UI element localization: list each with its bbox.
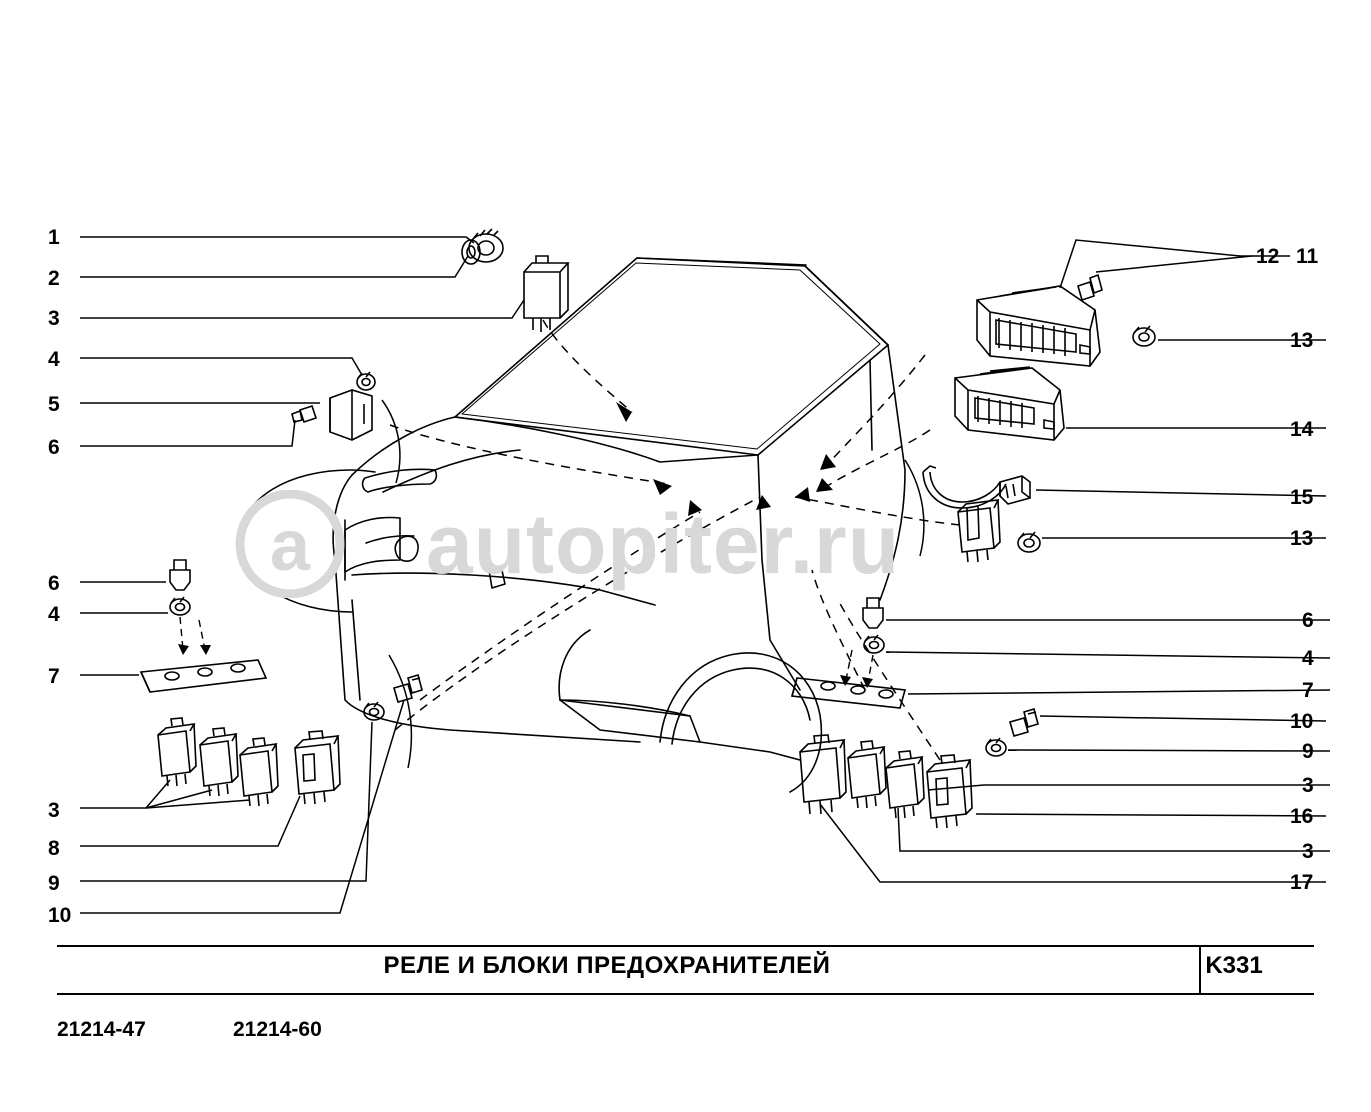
callout-right-3: 3 — [1302, 774, 1314, 797]
title-block-top-rule — [57, 945, 1314, 947]
callout-right-12: 12 — [1256, 245, 1280, 268]
callout-right-4: 4 — [1302, 647, 1314, 670]
callout-right-13b: 13 — [1290, 527, 1314, 550]
callout-left-1: 1 — [48, 226, 60, 249]
callout-right-6: 6 — [1302, 609, 1314, 632]
callout-left-8: 8 — [48, 837, 60, 860]
callout-right-9: 9 — [1302, 740, 1314, 763]
callout-right-11: 11 — [1296, 245, 1319, 268]
callout-left-4: 4 — [48, 348, 60, 371]
title-block-bottom-rule — [57, 993, 1314, 995]
callout-right-17: 17 — [1290, 871, 1314, 894]
sheet-code: K331 — [1205, 952, 1263, 979]
callout-left-2: 2 — [48, 267, 60, 290]
callout-left-6: 6 — [48, 436, 60, 459]
callout-right-7: 7 — [1302, 679, 1314, 702]
callout-right-15: 15 — [1290, 486, 1314, 509]
model-code-2: 21214-60 — [233, 1018, 322, 1041]
watermark-text: autopiter.ru — [426, 497, 901, 591]
callout-right-10: 10 — [1290, 710, 1314, 733]
callout-right-14: 14 — [1290, 418, 1314, 441]
callout-right-13: 13 — [1290, 329, 1314, 352]
drawing-title: РЕЛЕ И БЛОКИ ПРЕДОХРАНИТЕЛЕЙ — [383, 952, 831, 979]
callout-left-3b: 3 — [48, 799, 60, 822]
svg-text:a: a — [269, 506, 311, 586]
callout-left-10: 10 — [48, 904, 72, 927]
callout-left-6b: 6 — [48, 572, 60, 595]
callout-left-3: 3 — [48, 307, 60, 330]
model-code-1: 21214-47 — [57, 1018, 146, 1041]
callout-left-5: 5 — [48, 393, 60, 416]
callout-right-16: 16 — [1290, 805, 1314, 828]
callout-right-3b: 3 — [1302, 840, 1314, 863]
callout-left-4b: 4 — [48, 603, 60, 626]
callout-left-7: 7 — [48, 665, 60, 688]
callout-left-9: 9 — [48, 872, 60, 895]
